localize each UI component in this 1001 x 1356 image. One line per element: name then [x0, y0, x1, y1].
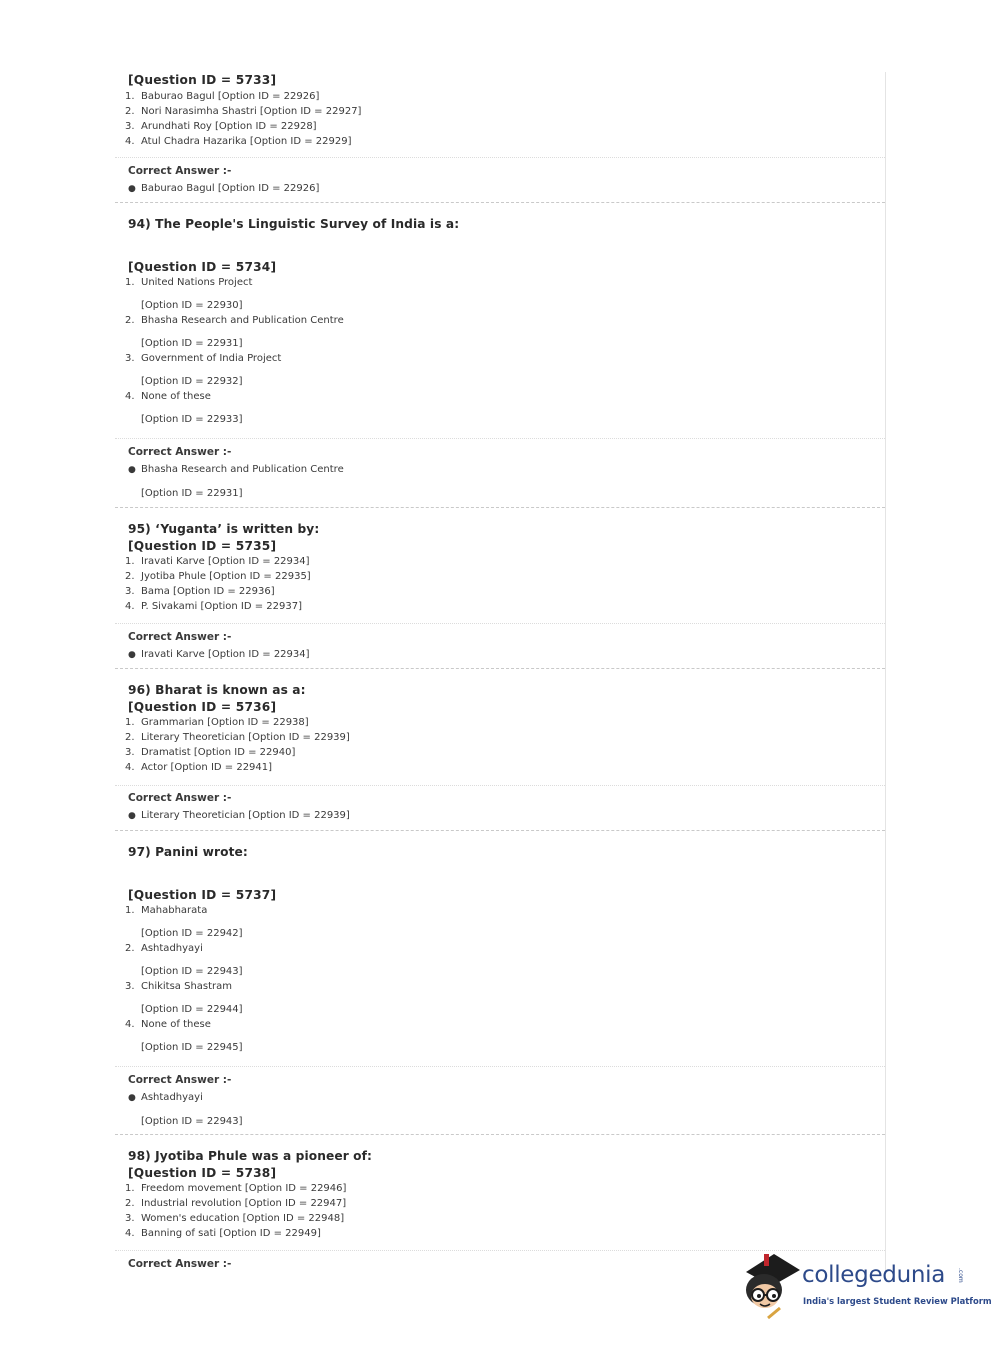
option-id: [Option ID = 22930] [141, 300, 243, 311]
question-separator [115, 830, 885, 831]
option-id: [Option ID = 22945] [141, 1042, 243, 1053]
option: 2. Jyotiba Phule [Option ID = 22935] [125, 571, 311, 582]
correct-answer-95 [115, 630, 885, 663]
bullet-icon: ● [128, 650, 136, 660]
correct-answer-93 [115, 164, 885, 197]
question-95 [115, 522, 885, 614]
correct-answer-96 [115, 791, 885, 824]
question-separator [115, 202, 885, 203]
bullet-icon: ● [128, 465, 136, 475]
divider [115, 623, 885, 624]
option: 3. Bama [Option ID = 22936] [125, 586, 275, 597]
option: 2. Nori Narasimha Shastri [Option ID = 22927] [125, 106, 362, 117]
option: 1. United Nations Project [125, 277, 253, 288]
question-97-body [115, 888, 885, 1055]
question-separator [115, 668, 885, 669]
option: 2. Bhasha Research and Publication Centre [125, 315, 344, 326]
question-title: 97) Panini wrote: [128, 845, 248, 859]
bullet-icon: ● [128, 811, 136, 821]
option-id: [Option ID = 22931] [141, 488, 243, 499]
graduate-mascot-icon [742, 1250, 804, 1320]
option: 4. None of these [125, 1019, 211, 1030]
option: 4. Actor [Option ID = 22941] [125, 762, 273, 773]
option: 4. Banning of sati [Option ID = 22949] [125, 1228, 321, 1239]
bullet-icon: ● [128, 184, 136, 194]
question-93 [115, 73, 885, 149]
collegedunia-logo[interactable] [742, 1250, 992, 1320]
question-id: [Question ID = 5734] [128, 260, 277, 274]
option: 3. Women's education [Option ID = 22948] [125, 1213, 345, 1224]
divider [115, 1066, 885, 1067]
question-98 [115, 1149, 885, 1241]
option: 4. None of these [125, 391, 211, 402]
correct-answer: ● Iravati Karve [Option ID = 22934] [128, 647, 885, 663]
option: 2. Ashtadhyayi [125, 943, 203, 954]
correct-answer-label: Correct Answer :- [128, 165, 232, 177]
logo-domain: .com [957, 1268, 964, 1283]
divider [115, 157, 885, 158]
logo-wordmark: collegedunia [802, 1262, 946, 1288]
question-94 [115, 217, 885, 231]
option: 1. Grammarian [Option ID = 22938] [125, 717, 309, 728]
question-id: [Question ID = 5737] [128, 888, 277, 902]
question-96 [115, 683, 885, 775]
question-title: 96) Bharat is known as a: [128, 683, 306, 697]
option-id: [Option ID = 22932] [141, 376, 243, 387]
option: 1. Baburao Bagul [Option ID = 22926] [125, 91, 320, 102]
option-id: [Option ID = 22943] [141, 1116, 243, 1127]
question-97 [115, 845, 885, 859]
question-id: [Question ID = 5735] [128, 539, 277, 553]
option: 3. Chikitsa Shastram [125, 981, 233, 992]
correct-answer-label: Correct Answer :- [128, 1074, 232, 1086]
question-id: [Question ID = 5738] [128, 1166, 277, 1180]
question-separator [115, 507, 885, 508]
correct-answer-label: Correct Answer :- [128, 631, 232, 643]
correct-answer: ● Baburao Bagul [Option ID = 22926] [128, 181, 885, 197]
option: 4. Atul Chadra Hazarika [Option ID = 22929] [125, 136, 352, 147]
option: 1. Freedom movement [Option ID = 22946] [125, 1183, 347, 1194]
option-id: [Option ID = 22944] [141, 1004, 243, 1015]
option-id: [Option ID = 22943] [141, 966, 243, 977]
question-title: 95) ‘Yuganta’ is written by: [128, 522, 320, 536]
option: 3. Arundhati Roy [Option ID = 22928] [125, 121, 317, 132]
option-id: [Option ID = 22931] [141, 338, 243, 349]
option: 3. Dramatist [Option ID = 22940] [125, 747, 296, 758]
correct-answer-97 [115, 1073, 885, 1129]
question-94-body [115, 260, 885, 427]
question-title: 98) Jyotiba Phule was a pioneer of: [128, 1149, 373, 1163]
correct-answer: ● Literary Theoretician [Option ID = 22939] [128, 808, 885, 824]
correct-answer-94 [115, 445, 885, 501]
question-id: [Question ID = 5733] [128, 73, 277, 87]
option: 1. Iravati Karve [Option ID = 22934] [125, 556, 310, 567]
question-title: 94) The People's Linguistic Survey of India is a: [128, 217, 460, 231]
option-id: [Option ID = 22942] [141, 928, 243, 939]
question-id: [Question ID = 5736] [128, 700, 277, 714]
divider [115, 438, 885, 439]
question-separator [115, 1134, 885, 1135]
correct-answer-label: Correct Answer :- [128, 792, 232, 804]
option: 2. Literary Theoretician [Option ID = 22939] [125, 732, 350, 743]
bullet-icon: ● [128, 1093, 136, 1103]
option: 4. P. Sivakami [Option ID = 22937] [125, 601, 302, 612]
correct-answer-label: Correct Answer :- [128, 1258, 232, 1270]
divider [115, 785, 885, 786]
option: 2. Industrial revolution [Option ID = 22947] [125, 1198, 347, 1209]
logo-tagline: India's largest Student Review Platform [803, 1296, 992, 1306]
option-id: [Option ID = 22933] [141, 414, 243, 425]
correct-answer: ● Bhasha Research and Publication Centre [128, 462, 885, 478]
option: 1. Mahabharata [125, 905, 208, 916]
correct-answer-label: Correct Answer :- [128, 446, 232, 458]
correct-answer: ● Ashtadhyayi [128, 1090, 885, 1106]
option: 3. Government of India Project [125, 353, 282, 364]
